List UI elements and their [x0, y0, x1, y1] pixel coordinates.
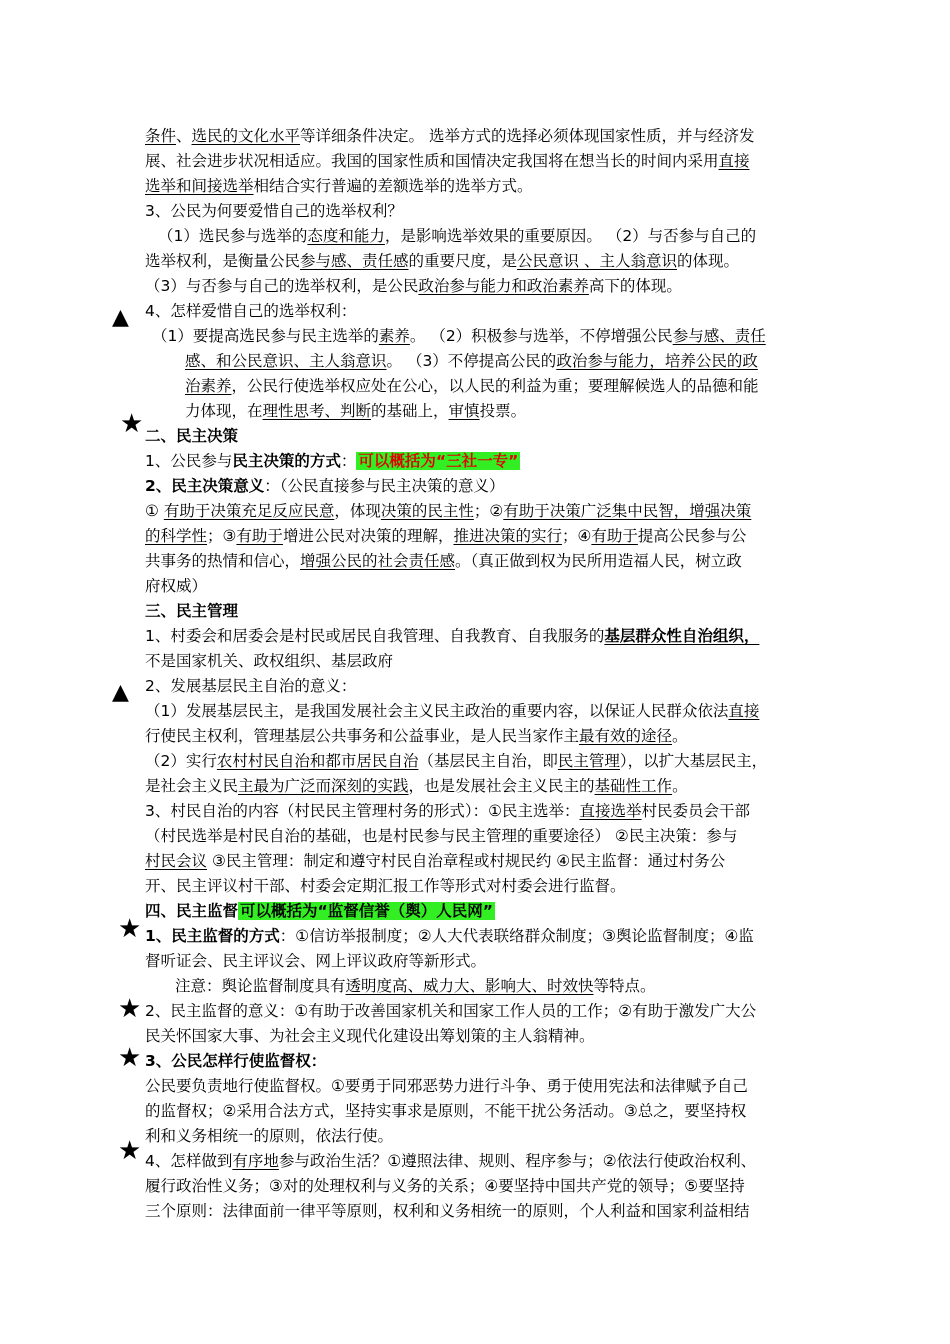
text-segment: 选举权利，是衡量公民	[145, 252, 301, 270]
triangle-icon: ▲	[112, 680, 129, 705]
text-segment: 展、社会进步状况相适应。我国的国家性质和国情决定我国将在想当长的时间内采用	[145, 152, 719, 170]
text-line	[145, 1149, 756, 1173]
star-icon: ★	[118, 1043, 142, 1073]
text-segment: 的基础上，	[371, 402, 449, 420]
text-segment: 可以概括为“三社一专”	[358, 452, 519, 470]
text-segment: 参与政治生活？①遵照法律、规则、程序参与；②依法行使政治权利、	[278, 1152, 757, 1170]
text-line	[145, 949, 486, 973]
text-segment: 素养	[378, 327, 410, 345]
text-segment: 不是国家机关、政权组织、基层政府	[145, 652, 394, 670]
text-segment: 提高公民参与公	[637, 527, 747, 545]
text-segment: 开、民主评议村干部、村委会定期汇报工作等形式对村委会进行监督。	[145, 877, 626, 895]
text-segment: 有助于决策充足反应民意	[163, 502, 335, 520]
text-line	[185, 374, 759, 398]
text-segment: 2、民主决策意义	[145, 477, 265, 495]
text-segment: ；②	[473, 502, 504, 520]
text-segment: ①	[145, 502, 164, 520]
text-segment: 。 （3）不停提高公民的	[386, 352, 557, 370]
text-segment: （1）选民参与选举的	[158, 227, 308, 245]
text-line	[145, 799, 750, 823]
text-segment: 等详细条件决定。 选举方式的选择必须体现国家性质，并与经济发	[300, 127, 755, 145]
text-segment: 的体现。	[676, 252, 739, 270]
text-segment: 4、怎样爱惜自己的选举权利：	[145, 302, 357, 320]
text-line	[145, 1124, 393, 1148]
text-segment: 最有效的途径	[579, 727, 673, 745]
text-segment: 3、公民为何要爱惜自己的选举权利？	[145, 202, 403, 220]
text-segment: 选民的文化水平	[191, 127, 301, 145]
text-segment: 1、公民参与	[145, 452, 233, 470]
text-segment: ），以扩大基层民主，	[619, 752, 768, 770]
text-line	[145, 474, 505, 498]
text-segment: 可以概括为“监督信誉（舆）人民网”	[240, 902, 493, 920]
text-segment: 力体现，在	[185, 402, 263, 420]
text-segment: 1、村委会和居委会是村民或居民自我管理、自我教育、自我服务的	[145, 627, 605, 645]
text-line	[145, 274, 682, 298]
triangle-icon: ▲	[112, 305, 129, 330]
text-segment: 感、和公民意识、主人翁意识	[185, 352, 387, 370]
text-line	[145, 849, 725, 873]
text-segment: 府权威）	[145, 577, 208, 595]
text-segment: 直接选举	[579, 802, 642, 820]
text-segment: ；③	[207, 527, 237, 545]
text-line	[145, 674, 356, 698]
text-segment: 民主管理	[557, 752, 620, 770]
text-line	[185, 349, 758, 373]
text-line	[145, 299, 356, 323]
text-segment: 直接	[718, 152, 750, 170]
text-line	[145, 1024, 595, 1048]
text-segment: 基层群众性自治组织，	[604, 627, 760, 645]
text-segment: 选举和间接选举	[145, 177, 254, 195]
text-segment: 村民委员会干部	[641, 802, 751, 820]
text-segment: 治素养	[185, 377, 232, 395]
text-segment: 3、公民怎样行使监督权：	[145, 1052, 327, 1070]
text-segment: 。	[672, 777, 688, 795]
text-segment: 村民会议	[145, 852, 208, 870]
text-segment: ：（公民直接参与民主决策的意义）	[264, 477, 505, 495]
text-segment: 态度和能力	[307, 227, 385, 245]
text-segment: 有助于	[591, 527, 638, 545]
text-line	[145, 174, 533, 198]
text-line	[145, 1074, 748, 1098]
text-segment: 督听证会、民主评议会、网上评议政府等新形式。	[145, 952, 487, 970]
text-segment: 农村村民自治和都市居民自治	[216, 752, 419, 770]
text-segment: 条件	[145, 127, 177, 145]
text-segment: ：①信访举报制度；②人大代表联络群众制度；③舆论监督制度；④监	[279, 927, 754, 945]
text-line	[145, 999, 756, 1023]
text-segment: （1）要提高选民参与民主选举的	[152, 327, 379, 345]
text-segment: 行使民主权利，管理基层公共事务和公益事业，是人民当家作主	[145, 727, 580, 745]
text-line	[185, 399, 526, 423]
text-segment: ，公民行使选举权应处在公心，以人民的利益为重；要理解候选人的品德和能	[231, 377, 759, 395]
text-line	[145, 149, 750, 173]
text-segment: 二、民主决策	[145, 427, 239, 445]
text-segment: 有助于决策广泛集中民智，增强决策	[503, 502, 752, 520]
text-line	[145, 624, 759, 648]
text-segment: 4、怎样做到	[145, 1152, 233, 1170]
text-segment: 参与感、责任	[672, 327, 766, 345]
text-line	[145, 824, 737, 848]
text-line	[145, 574, 207, 598]
text-segment: 2、发展基层民主自治的意义：	[145, 677, 357, 695]
text-segment: ，体现	[334, 502, 381, 520]
text-line	[145, 924, 754, 948]
text-segment: 注意：舆论监督制度具有	[175, 977, 346, 995]
text-segment: 四、民主监督	[145, 902, 239, 920]
text-segment: 决策的民主性	[380, 502, 474, 520]
text-line	[145, 699, 759, 723]
text-segment: 民主决策的方式	[232, 452, 341, 470]
text-segment: 相结合实行普遍的差额选举的选举方式。	[253, 177, 533, 195]
text-segment: 审慎	[448, 402, 480, 420]
text-segment: 公民要负责地行使监督权。①要勇于同邪恶势力进行斗争、勇于使用宪法和法律赋予自己	[145, 1077, 748, 1095]
star-icon: ★	[118, 914, 142, 944]
text-line	[145, 749, 767, 773]
text-segment: 的重要尺度，是	[408, 252, 518, 270]
text-segment: 1、民主监督的方式	[145, 927, 280, 945]
text-segment: 共事务的热情和信心，	[145, 552, 301, 570]
text-line	[175, 974, 656, 998]
text-line	[145, 874, 626, 898]
text-segment: 政治参与能力，培养公民的政	[556, 352, 758, 370]
text-segment: ③民主管理：制定和遵守村民自治章程或村规民约 ④民主监督：通过村务公	[207, 852, 726, 870]
text-segment: ，也是发展社会主义民主的	[408, 777, 595, 795]
text-line	[145, 774, 688, 798]
text-line	[145, 249, 739, 273]
text-segment: 参与感、责任感	[300, 252, 409, 270]
text-segment: （村民选举是村民自治的基础，也是村民参与民主管理的重要途径） ②民主决策：参与	[145, 827, 738, 845]
star-icon: ★	[120, 409, 144, 439]
text-line	[152, 324, 766, 348]
text-segment: 政治参与能力和政治素养	[418, 277, 589, 295]
text-line	[145, 899, 495, 923]
text-segment: 增强公民的社会责任感	[300, 552, 456, 570]
text-segment: 增进公民对决策的理解，	[282, 527, 454, 545]
text-segment: 利和义务相统一的原则，依法行使。	[145, 1127, 394, 1145]
text-segment: 理性思考、判断	[262, 402, 372, 420]
text-segment: 履行政治性义务；③对的处理权利与义务的关系；④要坚持中国共产党的领导；⑤要坚持	[145, 1177, 745, 1195]
text-segment: （3）与否参与自己的选举权利，是公民	[145, 277, 419, 295]
text-segment: 高下的体现。	[588, 277, 682, 295]
text-segment: （2）实行	[145, 752, 217, 770]
text-line	[145, 499, 751, 523]
text-segment: 推进决策的实行	[453, 527, 562, 545]
text-segment: 、	[176, 127, 192, 145]
text-line	[145, 599, 238, 623]
text-segment: 直接	[728, 702, 760, 720]
text-line	[145, 199, 403, 223]
text-segment: 透明度高、威力大、影响大、时效快	[345, 977, 594, 995]
text-segment: 有助于	[236, 527, 283, 545]
text-line	[145, 1099, 746, 1123]
text-line	[145, 449, 520, 473]
text-segment: 是社会主义民	[145, 777, 239, 795]
text-segment: 2、民主监督的意义：①有助于改善国家机关和国家工作人员的工作；②有助于激发广大公	[145, 1002, 757, 1020]
text-segment: 主最为广泛而深刻的实践	[238, 777, 409, 795]
text-segment: 三个原则：法律面前一律平等原则，权利和义务相统一的原则，个人利益和国家利益相结	[145, 1202, 750, 1220]
text-segment: （基层民主自治，即	[418, 752, 558, 770]
text-segment: 三、民主管理	[145, 602, 239, 620]
text-segment: 公民意识 、主人翁意识	[517, 252, 677, 270]
text-line	[145, 124, 754, 148]
text-segment: 。	[672, 727, 688, 745]
text-segment: 。 （2）积极参与选举，不停增强公民	[409, 327, 673, 345]
text-segment: 有序地	[232, 1152, 279, 1170]
text-segment: 民关怀国家大事、为社会主义现代化建设出筹划策的主人翁精神。	[145, 1027, 595, 1045]
text-line	[145, 724, 688, 748]
text-segment: 的科学性	[145, 527, 208, 545]
text-line	[145, 524, 746, 548]
text-segment: ，是影响选举效果的重要原因。 （2）与否参与自己的	[384, 227, 757, 245]
text-line	[145, 1174, 745, 1198]
text-line	[145, 549, 742, 573]
text-segment: ；④	[561, 527, 592, 545]
text-line	[145, 1199, 750, 1223]
star-icon: ★	[118, 1136, 142, 1166]
text-line	[158, 224, 756, 248]
text-segment: 基础性工作	[594, 777, 673, 795]
text-line	[145, 1049, 326, 1073]
text-line	[145, 649, 393, 673]
text-segment: 3、村民自治的内容（村民民主管理村务的形式）：①民主选举：	[145, 802, 580, 820]
text-segment: ：	[340, 452, 357, 470]
text-segment: 的监督权；②采用合法方式，坚持实事求是原则，不能干扰公务活动。③总之，要坚持权	[145, 1102, 747, 1120]
text-segment: 。（真正做到权为民所用造福人民，树立政	[455, 552, 742, 570]
text-segment: 等特点。	[593, 977, 656, 995]
text-line	[145, 424, 238, 448]
text-segment: （1）发展基层民主，是我国发展社会主义民主政治的重要内容，以保证人民群众依法	[145, 702, 729, 720]
text-segment: 投票。	[479, 402, 527, 420]
star-icon: ★	[118, 994, 142, 1024]
